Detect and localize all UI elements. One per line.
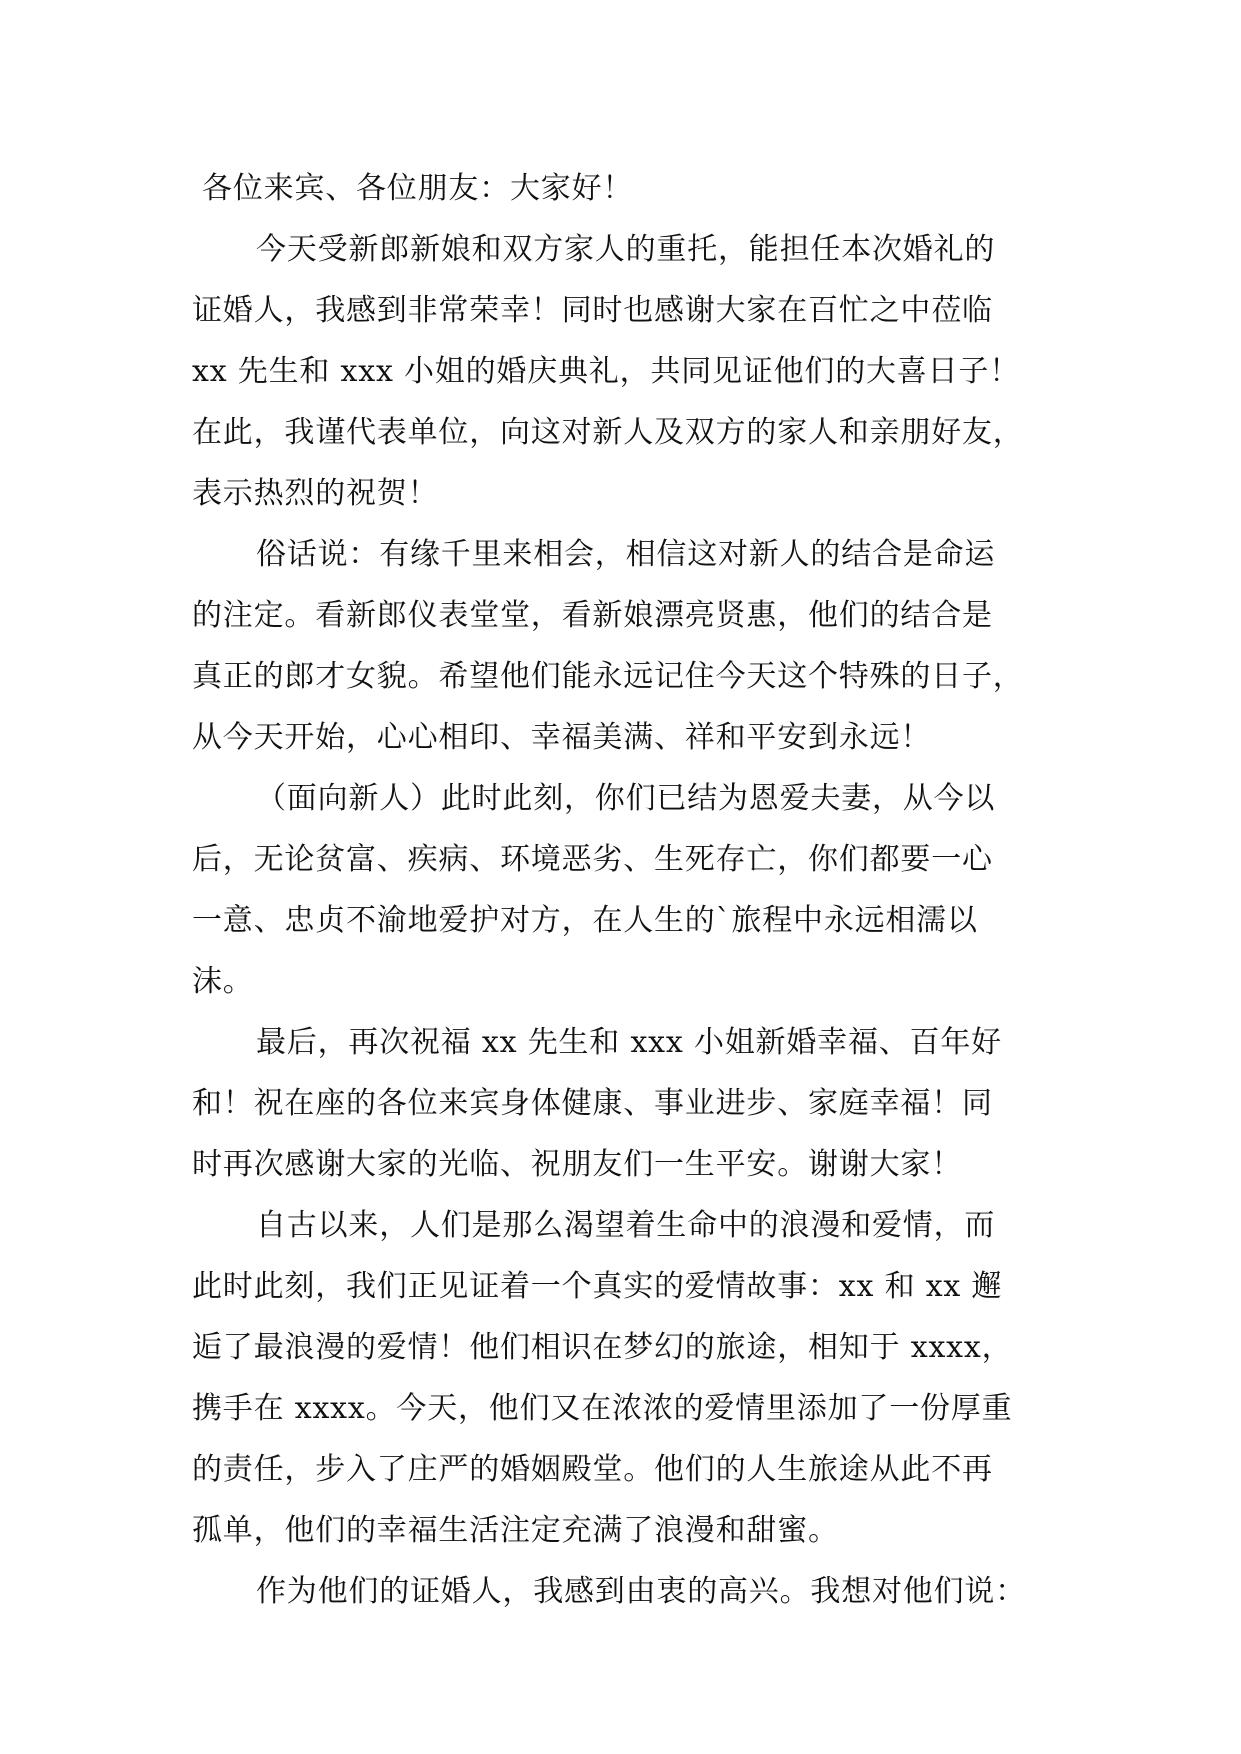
paragraph-5-line-4: 携手在 xxxx。今天，他们又在浓浓的爱情里添加了一份厚重 [192,1391,1013,1426]
paragraph-2-line-1: 俗话说：有缘千里来相会，相信这对新人的结合是命运 [256,537,996,572]
greeting-line: 各位来宾、各位朋友：大家好！ [202,171,634,206]
paragraph-5-line-5: 的责任，步入了庄严的婚姻殿堂。他们的人生旅途从此不再 [192,1452,993,1487]
paragraph-5-line-2: 此时此刻，我们正见证着一个真实的爱情故事：xx 和 xx 邂 [192,1269,1003,1304]
paragraph-2-line-2: 的注定。看新郎仪表堂堂，看新娘漂亮贤惠，他们的结合是 [192,598,993,633]
speech-body [192,158,1052,1622]
paragraph-6-line-1: 作为他们的证婚人，我感到由衷的高兴。我想对他们说： [256,1574,1026,1609]
paragraph-3-line-3: 一意、忠贞不渝地爱护对方，在人生的`旅程中永远相濡以 [192,903,978,938]
paragraph-1-line-3: xx 先生和 xxx 小姐的婚庆典礼，共同见证他们的大喜日子！ [192,354,1021,389]
paragraph-3-line-1: （面向新人）此时此刻，你们已结为恩爱夫妻，从今以 [256,781,996,816]
paragraph-5-line-1: 自古以来，人们是那么渴望着生命中的浪漫和爱情，而 [256,1208,996,1243]
paragraph-1-line-5: 表示热烈的祝贺！ [192,476,439,511]
paragraph-5-line-6: 孤单，他们的幸福生活注定充满了浪漫和甜蜜。 [192,1513,839,1548]
paragraph-3-line-4: 沫。 [192,964,254,999]
paragraph-3-line-2: 后，无论贫富、疾病、环境恶劣、生死存亡，你们都要一心 [192,842,993,877]
paragraph-1-line-1: 今天受新郎新娘和双方家人的重托，能担任本次婚礼的 [256,232,996,267]
paragraph-1-line-2: 证婚人，我感到非常荣幸！同时也感谢大家在百忙之中莅临 [192,293,993,328]
paragraph-2-line-3: 真正的郎才女貌。希望他们能永远记住今天这个特殊的日子， [192,659,1024,694]
paragraph-2-line-4: 从今天开始，心心相印、幸福美满、祥和平安到永远！ [192,720,932,755]
paragraph-5-line-3: 逅了最浪漫的爱情！他们相识在梦幻的旅途，相知于 xxxx， [192,1330,1013,1365]
paragraph-1-line-4: 在此，我谨代表单位，向这对新人及双方的家人和亲朋好友， [192,415,1024,450]
paragraph-4-line-2: 和！祝在座的各位来宾身体健康、事业进步、家庭幸福！同 [192,1086,993,1121]
paragraph-4-line-3: 时再次感谢大家的光临、祝朋友们一生平安。谢谢大家！ [192,1147,962,1182]
paragraph-4-line-1: 最后，再次祝福 xx 先生和 xxx 小姐新婚幸福、百年好 [256,1025,1002,1060]
